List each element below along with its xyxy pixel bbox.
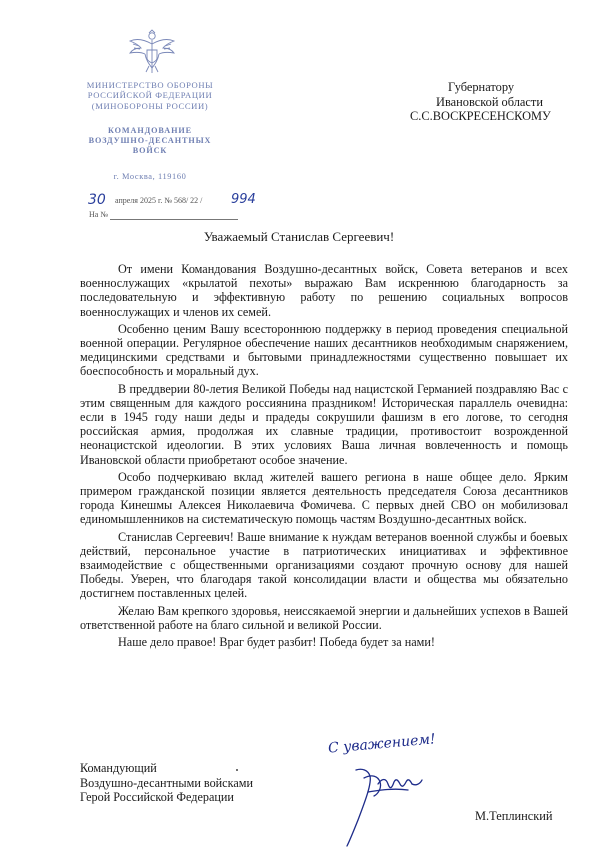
addressee-line: Ивановской области (436, 94, 543, 109)
addressee-line: Губернатору (448, 80, 515, 94)
handwritten-day: 30 (88, 192, 106, 208)
ink-dot (236, 769, 238, 771)
signatory-title-line: Герой Российской Федерации (80, 790, 234, 805)
body-paragraph: Особенно ценим Вашу всестороннюю поддержку в период проведения специальной военной операции. Регулярное обеспечение наших десантников необходимым снаряжением, медицинскими средствами и бытовыми принадлежностями существенно повышает их боеспособность и моральный дух. (80, 321, 568, 379)
signatory-title-line: Командующий (80, 761, 157, 775)
reference-number-blank (110, 219, 238, 220)
letter-body (80, 262, 568, 652)
body-paragraph: От имени Командования Воздушно-десантных войск, Совета ветеранов и всех военнослужащих «крылатой пехоты» выражаю Вам искреннюю благодарность за последовательную и эффективную работу по решению социальных вопросов военнослужащих и членов их семей. (80, 262, 568, 319)
command-line: ВОЗДУШНО-ДЕСАНТНЫХ (88, 136, 212, 146)
greeting: Уважаемый Станислав Сергеевич! (203, 229, 395, 244)
double-headed-eagle-emblem-icon (127, 28, 177, 74)
command-line: КОМАНДОВАНИЕ (108, 126, 192, 135)
body-paragraph: В преддверии 80-летия Великой Победы над нацистской Германией поздравляю Вас с этим священным для каждого россиянина праздником! Историческая параллель очевидна: если в 1945 году наши деды и прадеды сокрушили фашизм в его логове, то сегодня российская армия, продолжая их славные традиции, противостоит возрожденной неонацистской идеологии. В этих условиях Ваша личная вовлеченность и помощь Ивановской области приобретают особое значение. (80, 381, 568, 467)
handwritten-regards: С уважением! (327, 731, 437, 757)
addressee-line: С.С.ВОСКРЕСЕНСКОМУ (410, 109, 551, 124)
signatory-title-line: Воздушно-десантными войсками (80, 775, 253, 790)
ministry-line: (МИНОБОРОНЫ РОССИИ) (91, 100, 209, 111)
city-address: г. Москва, 119160 (113, 172, 187, 181)
command-line: ВОЙСК (132, 146, 168, 156)
body-paragraph: Особо подчеркиваю вклад жителей вашего региона в наше общее дело. Ярким примером гражданской позиции является деятельность председателя Союза десантников города Кинешмы Алексея Николаевича Фомичева. С первых дней СВО он мобилизовал единомышленников на систематическую помощь частям Воздушно-десантных войск. (80, 469, 568, 527)
command-header (62, 126, 238, 157)
registration-block (88, 192, 256, 223)
registration-date-line: апреля 2025 г. № 568/ 22 / (115, 196, 203, 205)
handwritten-signature (338, 748, 448, 848)
ministry-line: РОССИЙСКОЙ ФЕДЕРАЦИИ (87, 90, 213, 101)
reference-number-label: На № (89, 210, 108, 219)
body-paragraph: Желаю Вам крепкого здоровья, неиссякаемой энергии и дальнейших успехов в Вашей ответственной работе на благо сильной и великой России. (80, 603, 568, 632)
signer-name: М.Теплинский (475, 809, 553, 823)
body-paragraph: Наше дело правое! Враг будет разбит! Победа будет за нами! (118, 635, 435, 650)
body-paragraph: Станислав Сергеевич! Ваше внимание к нуждам ветеранов военной службы и боевых действий, персональное участие в патриотических инициативах и эффективное взаимодействие с общественными организациями создают прочную основу для нашей Победы. Уверен, что благодаря такой консолидации власти и общества мы обязательно достигнем поставленных целей. (80, 529, 568, 601)
handwritten-reg-number: 994 (231, 192, 256, 207)
signatory-title (80, 761, 253, 805)
addressee-block (410, 80, 580, 124)
ministry-line: МИНИСТЕРСТВО ОБОРОНЫ (86, 80, 214, 90)
ministry-header (62, 80, 238, 111)
